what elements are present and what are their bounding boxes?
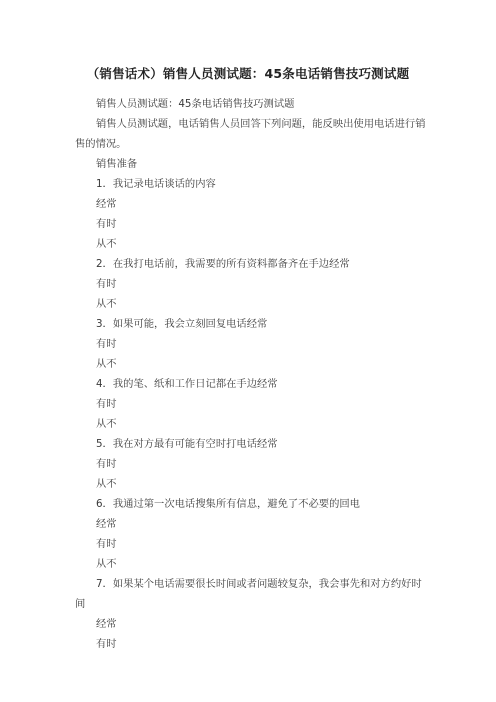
paragraph: 6．我通过第一次电话搜集所有信息，避免了不必要的回电 — [96, 498, 360, 510]
document-body — [75, 94, 427, 654]
paragraph: 有时 — [96, 458, 117, 470]
paragraph: 经常 — [96, 198, 117, 210]
paragraph: 销售准备 — [96, 158, 138, 170]
paragraph: 4．我的笔、纸和工作日记都在手边经常 — [96, 378, 278, 390]
paragraph: 从不 — [96, 298, 117, 310]
paragraph: 3．如果可能，我会立刻回复电话经常 — [96, 318, 268, 330]
paragraph: 从不 — [96, 418, 117, 430]
paragraph: 有时 — [96, 278, 117, 290]
paragraph: 有时 — [96, 398, 117, 410]
paragraph: 7．如果某个电话需要很长时间或者问题较复杂，我会事先和对方约好时间 — [75, 578, 422, 610]
paragraph: 有时 — [96, 338, 117, 350]
paragraph: 1．我记录电话谈话的内容 — [96, 178, 216, 190]
paragraph: 有时 — [96, 218, 117, 230]
paragraph: 2．在我打电话前，我需要的所有资料都备齐在手边经常 — [96, 258, 350, 270]
document-title: （销售话术）销售人员测试题：45条电话销售技巧测试题 — [86, 66, 410, 81]
paragraph: 从不 — [96, 358, 117, 370]
paragraph: 从不 — [96, 558, 117, 570]
paragraph: 销售人员测试题：45条电话销售技巧测试题 — [96, 98, 295, 110]
paragraph: 有时 — [96, 538, 117, 550]
paragraph: 从不 — [96, 238, 117, 250]
paragraph: 经常 — [96, 618, 117, 630]
paragraph: 经常 — [96, 518, 117, 530]
paragraph: 有时 — [96, 638, 117, 650]
paragraph: 从不 — [96, 478, 117, 490]
paragraph: 5．我在对方最有可能有空时打电话经常 — [96, 438, 278, 450]
paragraph: 销售人员测试题，电话销售人员回答下列问题，能反映出使用电话进行销售的情况。 — [75, 118, 426, 150]
